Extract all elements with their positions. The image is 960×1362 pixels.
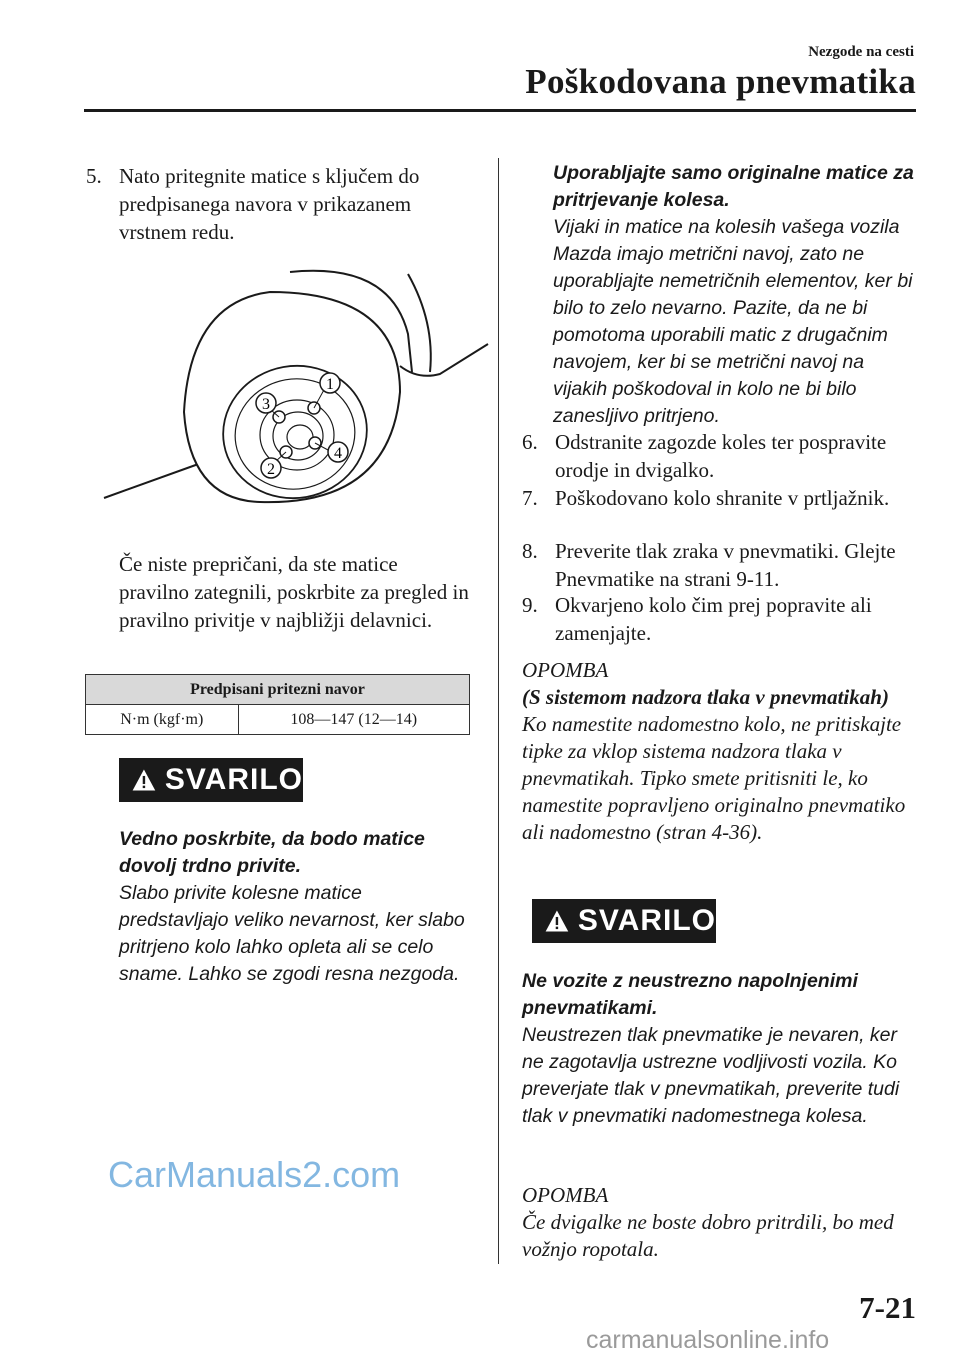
note-jack <box>522 1182 918 1263</box>
caution-title: Uporabljajte samo originalne matice za pritrjevanje kolesa. <box>553 162 914 211</box>
torque-note: Če niste prepričani, da ste matice pravilno zategnili, poskrbite za pregled in pravilno privitje v najbližji delavnici. <box>119 552 469 632</box>
note-body: Če dvigalke ne boste dobro pritrdili, bo med vožnjo ropotala. <box>522 1210 894 1261</box>
warning-title: Ne vozite z neustrezno napolnjenimi pnevmatikami. <box>522 970 858 1019</box>
note-label: OPOMBA <box>522 1183 609 1207</box>
callout-3: 3 <box>262 396 270 413</box>
watermark-logo: CarManuals2.com <box>108 1154 401 1195</box>
step-number: 9. <box>522 593 538 617</box>
warning-content <box>522 968 922 1130</box>
step-text: Odstranite zagozde koles ter pospravite orodje in dvigalko. <box>555 430 887 482</box>
page-title: Poškodovana pnevmatika <box>525 62 916 101</box>
step-5 <box>86 162 471 246</box>
warning-badge <box>532 899 716 943</box>
header-divider <box>84 109 916 112</box>
warning-content <box>119 826 474 988</box>
callout-1: 1 <box>326 376 334 393</box>
warning-body: Neustrezen tlak pnevmatike je nevaren, ker ne zagotavlja ustrezne vodljivosti vozila. Ko preverjate tlak v pnevmatikah, preverite tudi tlak v pnevmatiki nadomestnega kolesa. <box>522 1024 900 1127</box>
caution-body: Vijaki in matice na kolesih vašega vozila Mazda imajo metrični navoj, zato ne uporabljajte nemetričnih elementov, ker bi bilo to zelo nevarno. Pazite, da ne bi pomotoma uporabili matic z drugačnim navojem, ker bi se metrični navoj na vijakih poškodoval in kolo ne bi bilo zanesljivo pritrjeno. <box>553 216 913 427</box>
note-body: Ko namestite nadomestno kolo, ne pritiskajte tipke za vklop sistema nadzora tlaka v pnevmatikah. Tipko smete pritisniti le, ko namestite popravljeno originalno pnevmatiko ali nadomestno (stran 4-36). <box>522 712 906 844</box>
torque-table-header: Predpisani pritezni navor <box>86 675 470 705</box>
step-8 <box>522 537 918 593</box>
callout-4: 4 <box>334 445 342 462</box>
warning-label: SVARILO <box>164 763 303 796</box>
warning-triangle-icon <box>544 906 570 936</box>
note-label: OPOMBA <box>522 658 609 682</box>
step-number: 5. <box>86 164 102 188</box>
note-tpms <box>522 657 918 846</box>
warning-triangle-icon <box>131 765 157 795</box>
torque-value: 108—147 (12—14) <box>238 705 470 735</box>
warning-title: Vedno poskrbite, da bodo matice dovolj trdno privite. <box>119 828 425 877</box>
step-number: 6. <box>522 430 538 454</box>
warning-label: SVARILO <box>577 904 716 937</box>
warning-badge <box>119 758 303 802</box>
caution-continued <box>553 160 917 430</box>
page-number: 7-21 <box>859 1290 916 1325</box>
torque-unit: N·m (kgf·m) <box>86 705 239 735</box>
callout-2: 2 <box>267 461 275 478</box>
step-number: 8. <box>522 539 538 563</box>
step-6 <box>522 428 918 484</box>
section-title: Nezgode na cesti <box>808 44 914 60</box>
step-text: Preverite tlak zraka v pnevmatiki. Glejte Pnevmatike na strani 9-11. <box>555 539 896 591</box>
step-text: Nato pritegnite matice s ključem do predpisanega navora v prikazanem vrstnem redu. <box>119 164 420 244</box>
warning-body: Slabo privite kolesne matice predstavljajo veliko nevarnost, ker slabo pritrjeno kolo lahko opleta ali se celo sname. Lahko se zgodi resna nezgoda. <box>119 882 465 985</box>
torque-table <box>85 674 470 735</box>
note-title: (S sistemom nadzora tlaka v pnevmatikah) <box>522 685 889 709</box>
watermark-footer: carmanualsonline.info <box>586 1326 830 1354</box>
wheel-nut-order-figure <box>100 262 500 510</box>
step-9 <box>522 591 918 647</box>
step-text: Poškodovano kolo shranite v prtljažnik. <box>555 486 890 510</box>
step-text: Okvarjeno kolo čim prej popravite ali zamenjajte. <box>555 593 872 645</box>
step-number: 7. <box>522 486 538 510</box>
step-7 <box>522 484 918 512</box>
